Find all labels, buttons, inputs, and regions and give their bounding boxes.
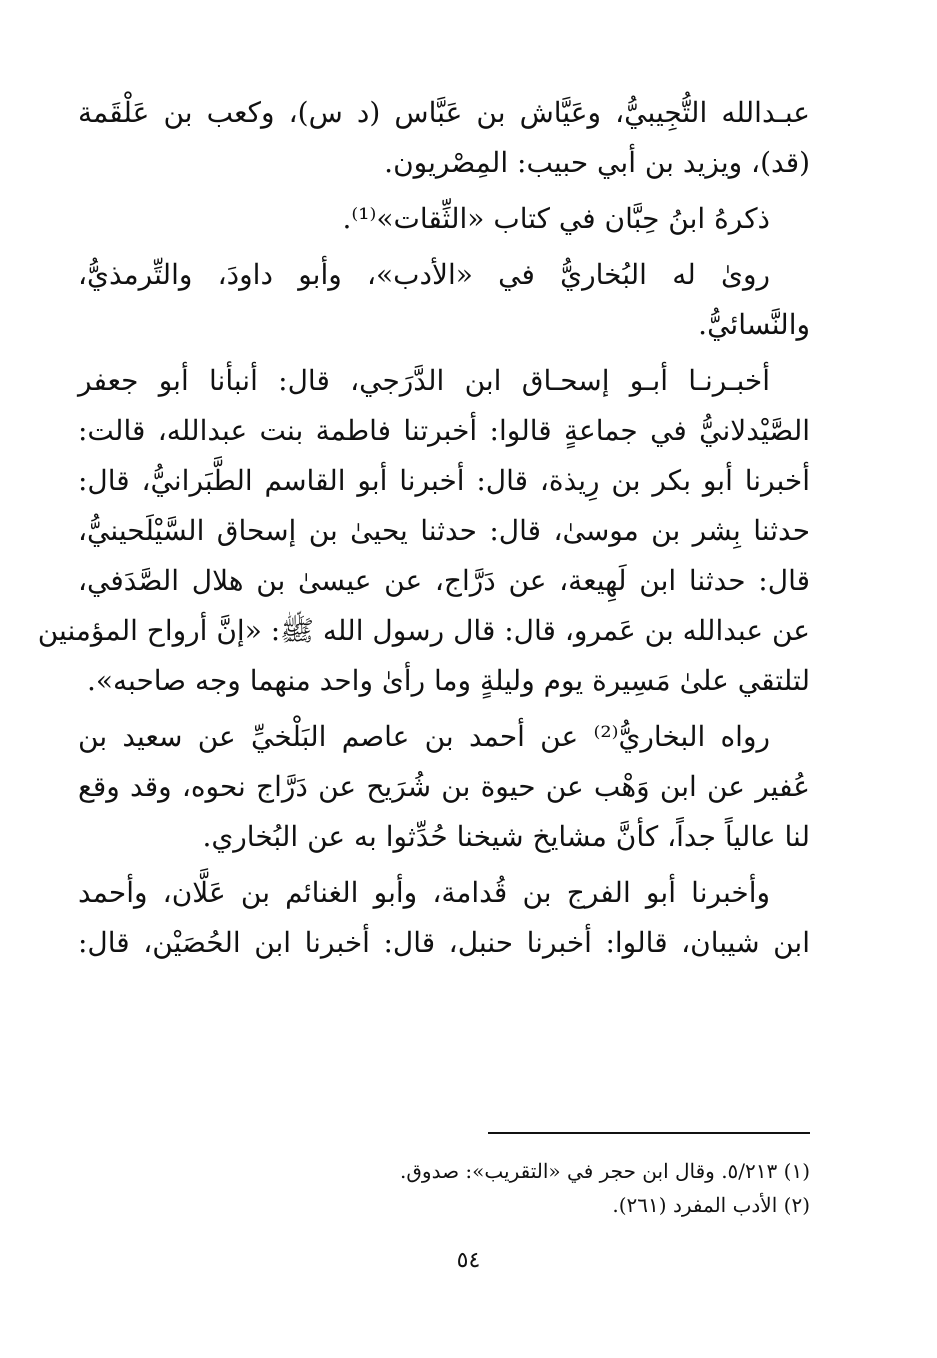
paragraph — [78, 712, 810, 862]
paragraph — [78, 194, 810, 244]
text-line: روىٰ له البُخاريُّ في «الأدب»، وأبو داودَ، والتِّرمذيُّ، — [78, 258, 770, 291]
text-line: عن عبدالله بن عَمرو، قال: قال رسول الله ﷺ: «إنَّ أرواح المؤمنين — [37, 614, 810, 647]
text-line: أخبرنا أبو بكر بن رِيذة، قال: أخبرنا أبو القاسم الطَّبَرانيُّ، قال: — [78, 464, 810, 497]
text-line: لنا عالياً جداً، كأنَّ مشايخ شيخنا حُدِّثوا به عن البُخاري. — [202, 820, 810, 853]
paragraph — [78, 250, 810, 350]
footnote-divider — [488, 1132, 810, 1134]
text-line: الصَّيْدلانيُّ في جماعةٍ قالوا: أخبرتنا فاطمة بنت عبدالله، قالت: — [78, 414, 810, 447]
text-line: ابن شيبان، قالوا: أخبرنا حنبل، قال: أخبرنا ابن الحُصَيْن، قال: — [78, 926, 810, 959]
text-line: لتلتقي علىٰ مَسِيرة يوم وليلةٍ وما رأىٰ واحد منهما وجه صاحبه». — [86, 664, 810, 697]
paragraph — [37, 356, 810, 706]
page-number: ٥٤ — [456, 1248, 481, 1273]
paragraph — [78, 88, 810, 188]
text-line: وأخبرنا أبو الفرج بن قُدامة، وأبو الغنائم بن عَلَّان، وأحمد — [78, 876, 770, 909]
text-line: عُفير عن ابن وَهْب عن حيوة بن شُرَيح عن دَرَّاج نحوه، وقد وقع — [78, 770, 810, 803]
text-line: قال: حدثنا ابن لَهِيعة، عن دَرَّاج، عن عيسىٰ بن هلال الصَّدَفي، — [78, 564, 810, 597]
paragraph — [78, 868, 810, 968]
text-line: رواه البخاريُّ⁽²⁾ عن أحمد بن عاصم البَلْخيِّ عن سعيد بن — [78, 720, 771, 753]
footnote: (٢) الأدب المفرد (٢٦١). — [612, 1193, 810, 1217]
text-line: ذكرهُ ابنُ حِبَّان في كتاب «الثِّقات»⁽¹⁾. — [342, 202, 770, 235]
footnote: (١) ٥/٢١٣. وقال ابن حجر في «التقريب»: صدوق. — [400, 1159, 810, 1183]
text-line: والنَّسائيُّ. — [698, 308, 810, 341]
text-line: حدثنا بِشر بن موسىٰ، قال: حدثنا يحيىٰ بن إسحاق السَّيْلَحينيُّ، — [78, 514, 810, 547]
main-text — [37, 88, 810, 968]
text-line: أخبـرنـا أبـو إسحـاق ابن الدَّرَجي، قال: أنبأنا أبو جعفر — [78, 364, 770, 397]
footnotes — [180, 1154, 810, 1222]
text-line: (قد)، ويزيد بن أبي حبيب: المِصْريون. — [384, 146, 810, 179]
text-line: عبـدالله التُّجِيبيُّ، وعَيَّاش بن عَبَّاس (د س)، وكعب بن عَلْقَمة — [78, 96, 810, 129]
